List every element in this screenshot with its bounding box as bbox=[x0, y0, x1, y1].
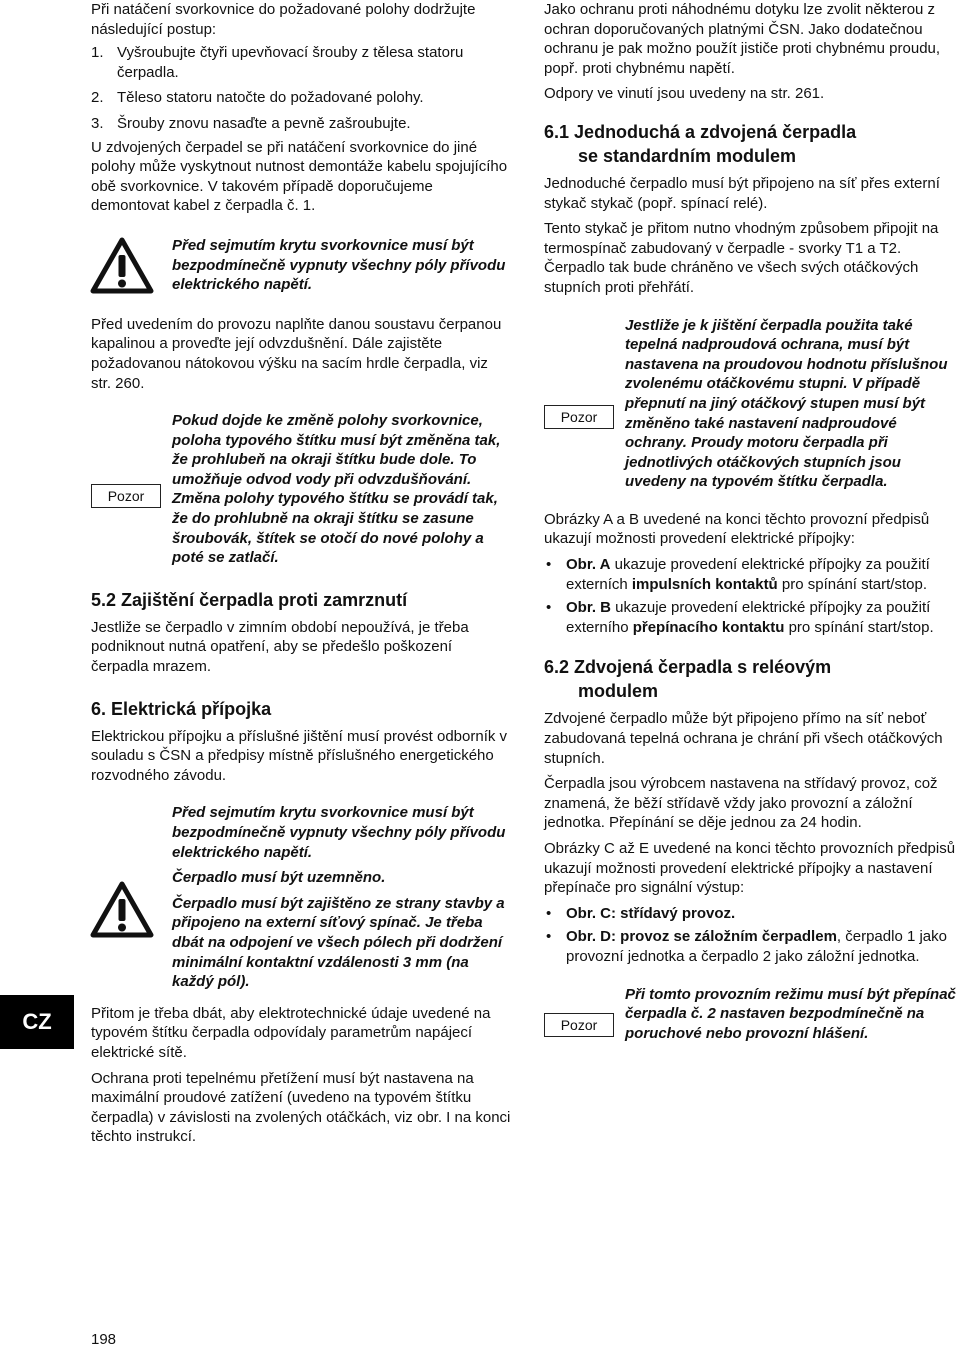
single-pump-paragraph: Jednoduché čerpadlo musí být připojeno na síť přes externí stykač stykač (popř. spínací relé). bbox=[544, 174, 940, 212]
warning-text: Před sejmutím krytu svorkovnice musí být bezpodmínečně vypnuty všechny póly přívodu elektrického napětí. bbox=[172, 804, 506, 861]
caution-text: Jestliže je k jištění čerpadla použita také tepelná nadproudová ochrana, musí být nastavena na proudovou hodnotu příslušnou zvolenému otáčkovému stupni. V případě přepnutí na jiný otáčkový stupen musí být změněno také nastavení nadproudové ochrany. Proudy motoru čerpadla při jednotlivých otáčkových stupních jsou uvedeny na typovém štítku čerpadla. bbox=[625, 316, 948, 491]
list-item: 3. Šrouby znovu nasaďte a pevně zašroubujte. bbox=[91, 114, 411, 132]
page-number: 198 bbox=[91, 1331, 117, 1348]
warning-triangle-icon bbox=[90, 236, 154, 294]
list-item: 2. Těleso statoru natočte do požadované polohy. bbox=[91, 89, 424, 107]
intro-text: Při natáčení svorkovnice do požadované polohy dodržujte následující postup: bbox=[91, 1, 476, 38]
twin-pump-paragraph: Zdvojené čerpadlo může být připojeno přímo na síť neboť zabudovaná tepelná ochrana je chrání při všech otáčkových stupních. bbox=[544, 710, 943, 767]
caution-badge: Pozor bbox=[544, 405, 614, 429]
caution-badge: Pozor bbox=[544, 1013, 614, 1037]
section-heading-5-2: 5.2 Zajištění čerpadla proti zamrznutí bbox=[91, 589, 408, 610]
list-item: • Obr. C: střídavý provoz. bbox=[546, 904, 736, 922]
protection-paragraph: Jako ochranu proti náhodnému dotyku lze zvolit některou z ochran doporučovaných platnými ČSN. Jako dodatečnou ochranu je pak možno použít jističe proti chybnému proudu, popř. proti chybnému napětí. bbox=[544, 1, 941, 77]
electrical-data-paragraph: Přitom je třeba dbát, aby elektrotechnické údaje uvedené na typovém štítku čerpadla odpovídaly parametrům napájecí elektrické sítě. bbox=[91, 1004, 491, 1061]
frost-paragraph: Jestliže se čerpadlo v zimním období nepoužívá, je třeba podniknout nutná opatření, aby se předešlo poškození čerpadla mrazem. bbox=[91, 618, 469, 676]
steps-list bbox=[91, 43, 511, 133]
electrical-paragraph: Elektrickou přípojku a příslušné jištění musí provést odborník v souladu s ČSN a předpisy místně příslušného energetického rozvodného závodu. bbox=[91, 727, 508, 784]
section-heading-6-1: 6.1 Jednoduchá a zdvojená čerpadla se standardním modulem bbox=[544, 121, 857, 166]
caution-block bbox=[544, 316, 960, 492]
list-item: • Obr. D: provoz se záložním čerpadlem, čerpadlo 1 jako provozní jednotka a čerpadlo 2 jako záložní jednotka. bbox=[546, 928, 947, 965]
contactor-paragraph: Tento stykač je přitom nutno vhodným způsobem připojit na termospínač zabudovaný v čerpadle - svorky T1 a T2. Čerpadlo tak bude chráněno ve všech svých otáčkových stupních proti přehřátí. bbox=[544, 220, 939, 296]
left-column bbox=[91, 0, 511, 1147]
language-tab: CZ bbox=[0, 995, 74, 1049]
list-item: 1. Vyšroubujte čtyři upevňovací šrouby z tělesa statoru čerpadla. bbox=[91, 44, 464, 81]
warning-block bbox=[91, 803, 511, 991]
list-item: • Obr. B ukazuje provedení elektrické přípojky za použití externího přepínacího kontaktu pro spínání start/stop. bbox=[546, 599, 934, 636]
resistance-paragraph: Odpory ve vinutí jsou uvedeny na str. 261. bbox=[544, 85, 825, 103]
figures-ce-paragraph: Obrázky C až E uvedené na konci těchto provozních předpisů ukazují možnosti provedení elektrické přípojky a nastavení přepínače pro signální výstup: bbox=[544, 840, 956, 897]
right-column bbox=[544, 0, 960, 1043]
caution-badge: Pozor bbox=[91, 484, 161, 508]
warning-text: Před sejmutím krytu svorkovnice musí být bezpodmínečně vypnuty všechny póly přívodu elektrického napětí. bbox=[172, 236, 506, 294]
commissioning-paragraph: Před uvedením do provozu naplňte danou soustavu čerpanou kapalinou a proveďte její odvzdušnění. Dále zajistěte požadovanou nátokovou výšku na sacím hrdle čerpadla, viz str. 260. bbox=[91, 315, 502, 392]
caution-block bbox=[91, 411, 511, 568]
caution-text: Pokud dojde ke změně polohy svorkovnice, poloha typového štítku musí být změněna tak, že prohlubeň na okraji štítku bude dole. To umožňuje odvod vody při odvzdušňování. Změna polohy typového štítku se provádí tak, že do prohlubně na okraji štítku se zasune šroubovák, štítek se otočí do nové polohy a poté se zatlačí. bbox=[172, 412, 501, 567]
warning-text: Čerpadlo musí být zajištěno ze strany stavby a připojeno na externí síťový spínač. Je třeba dbát na odpojení ve všech pólech při dodržení minimální kontaktní vzdálenosti 3 mm (na každý pól). bbox=[172, 894, 505, 991]
list-item: • Obr. A ukazuje provedení elektrické přípojky za použití externích impulsních kontaktů pro spínání start/stop. bbox=[546, 556, 930, 593]
figures-ab-paragraph: Obrázky A a B uvedené na konci těchto provozní předpisů ukazují možnosti provedení elektrické přípojky: bbox=[544, 510, 930, 548]
warning-triangle-icon bbox=[90, 880, 154, 938]
twin-paragraph: U zdvojených čerpadel se při natáčení svorkovnice do jiné polohy může vyskytnout nutnost demontáže kabelu spojujícího obě svorkovnice. V takovém případě doporučujeme demontovat kabel z čerpadla č. 1. bbox=[91, 138, 508, 215]
section-heading-6: 6. Elektrická přípojka bbox=[91, 698, 272, 719]
warning-block bbox=[91, 236, 511, 295]
overload-paragraph: Ochrana proti tepelnému přetížení musí být nastavena na maximální proudové zatížení (uvedeno na typovém štítku čerpadla) v závislosti na zvolených otáčkách, viz obr. I na konci těchto instrukcí. bbox=[91, 1069, 511, 1146]
warning-text: Čerpadlo musí být uzemněno. bbox=[172, 869, 386, 887]
alternating-paragraph: Čerpadla jsou výrobcem nastavena na střídavý provoz, což znamená, že běží střídavě vždy jako provozní a záložní jednotka. Přepínání se děje jednou za 24 hodin. bbox=[544, 775, 938, 832]
caution-text: Při tomto provozním režimu musí být přepínač čerpadla č. 2 nastaven bezpodmínečně na poruchové nebo provozní hlášení. bbox=[625, 985, 956, 1042]
caution-block bbox=[544, 985, 960, 1044]
section-heading-6-2: 6.2 Zdvojená čerpadla s reléovým modulem bbox=[544, 657, 832, 702]
